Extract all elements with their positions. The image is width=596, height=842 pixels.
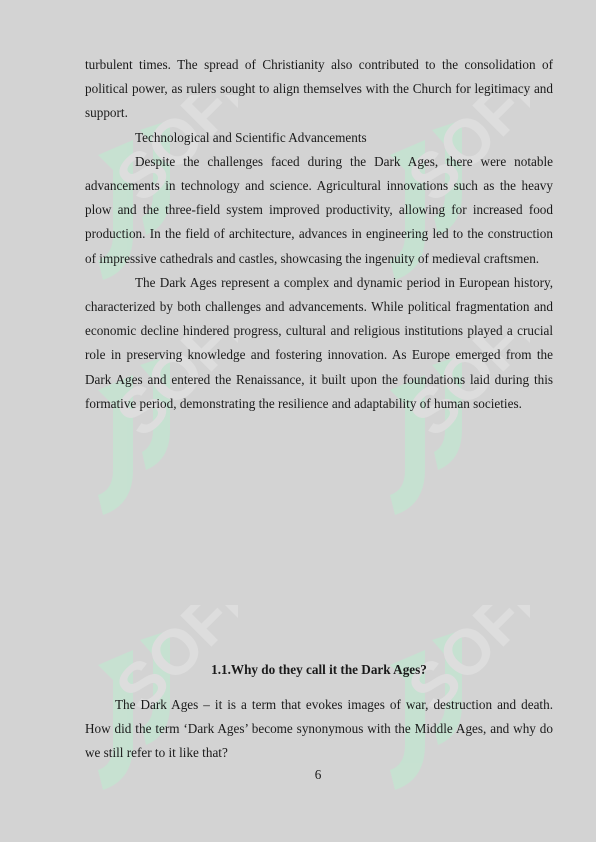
page-number: 6 <box>314 767 322 782</box>
body-text-top <box>85 53 553 416</box>
watermark-text: SOFF <box>101 95 238 215</box>
watermark-text: SOFF <box>393 330 530 450</box>
paragraph-christianity: turbulent times. The spread of Christianity also contributed to the consolidation of political power, as rulers sought to align themselves with the Church for legitimacy and support. <box>85 57 553 121</box>
paragraph-conclusion: The Dark Ages represent a complex and dynamic period in European history, characterized by both challenges and advancements. While political fragmentation and economic decline hindered progress, cultural and religious institutions played a crucial role in preserving knowledge and fostering innovation. As Europe emerged from the Dark Ages and entered the Renaissance, it built upon the foundations laid during this formative period, demonstrating the resilience and adaptability of human societies. <box>85 274 553 411</box>
subheading-tech-science: Technological and Scientific Advancements <box>135 129 367 145</box>
body-text-section <box>85 693 553 766</box>
watermark-text: SOFF <box>101 605 238 725</box>
section-heading: 1.1.Why do they call it the Dark Ages? <box>211 662 427 677</box>
watermark-text: SOFF <box>393 605 530 725</box>
watermark-text: SOFF <box>101 330 238 450</box>
paragraph-advancements: Despite the challenges faced during the Dark Ages, there were notable advancements in technology and science. Agricultural innovations such as the heavy plow and the three-field system improved productivity, allowing for increased food production. In the field of architecture, advances in engineering led to the construction of impressive cathedrals and castles, showcasing the ingenuity of medieval craftsmen. <box>85 153 553 266</box>
paragraph-dark-ages-term: The Dark Ages – it is a term that evokes images of war, destruction and death. How did the term ‘Dark Ages’ become synonymous with the Middle Ages, and why do we still refer to it like that? <box>85 697 553 761</box>
watermark-text: SOFF <box>393 95 530 215</box>
